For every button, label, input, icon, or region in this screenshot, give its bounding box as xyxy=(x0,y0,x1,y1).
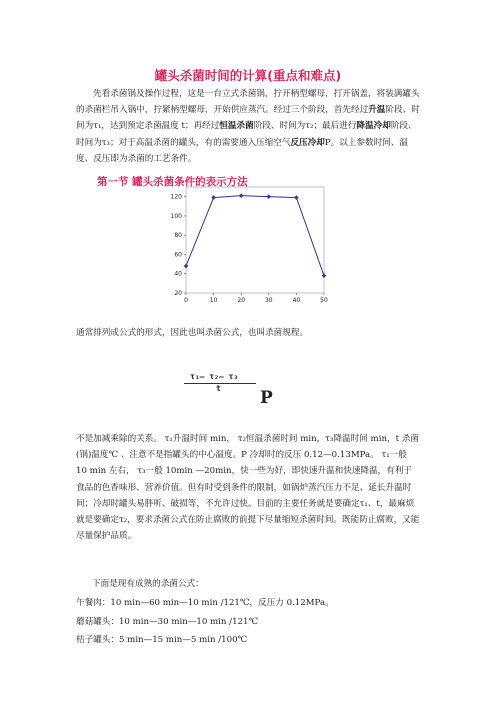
formula-intro: 通常排列成公式的形式，因此也叫杀菌公式，也叫杀菌规程。 xyxy=(76,328,309,338)
section-title: 第一节 罐头杀菌条件的表示方法 xyxy=(97,176,248,188)
example-item: 蘑菇罐头：10 min—30 min—10 min /121℃ xyxy=(76,617,259,627)
plot-frame xyxy=(186,187,324,293)
x-tick-label: 20 xyxy=(237,297,246,304)
data-point xyxy=(294,195,299,200)
data-point xyxy=(322,273,327,278)
body-paragraph: 不是加减乘除的关系。 τ₁升温时间 min， τ₂恒温杀菌时间 min，τ₃降温时间 min，t 杀菌(锅)温度℃ 、注意不是指罐头的中心温度。P 冷却时的反压 0.12—0.13MPa。 τ₁一般 10 min 左右， τ₃一般 10min —20min，快一些为好，即快速升温和快速降温，有利于食品的色香味形、营养价值。但有时受到条件的限制，如锅炉蒸汽压力不足、延长升温时间；冷却时罐头易胖听、破损等，不允许过快。目前的主要任务就是要确定τ₁、t，最麻烦就是要确定τ₂，要求杀菌公式在防止腐败的前提下尽量缩短杀菌时间。既能防止腐败，又能尽量保护品质。 xyxy=(76,434,420,542)
data-point xyxy=(184,264,189,269)
series-line xyxy=(186,196,324,276)
data-point xyxy=(239,193,244,198)
y-tick-label: 40 xyxy=(174,270,182,278)
data-point xyxy=(211,195,216,200)
intro-paragraph: 先看杀菌锅及操作过程，这是一台立式杀菌锅，拧开柄型螺母，打开锅盖，将装满罐头的杀菌栏吊入锅中，拧紧柄型螺母，开始供应蒸汽。经过三个阶段，首先经过升温阶段、时间为τ₁，达到预定杀菌温度 t；再经过恒温杀菌阶段、时间为τ₂；最后进行降温冷却阶段、时间为τ₃；对于高温杀菌的罐头，有的需要通入压缩空气反压冷却P。以上参数时间、温度、反压即为杀菌的工艺条件。 xyxy=(76,89,420,164)
x-tick-label: 30 xyxy=(264,297,273,304)
page-title: 罐头杀菌时间的计算(重点和难点) xyxy=(154,68,342,83)
formula-pressure: P xyxy=(260,388,273,408)
examples-intro: 下面是现有成熟的杀菌公式： xyxy=(92,579,204,589)
x-tick-label: 0 xyxy=(184,297,188,304)
formula-numerator: τ₁— τ₂— τ₃ xyxy=(190,372,239,381)
y-tick-label: 100 xyxy=(170,212,182,220)
x-tick-label: 50 xyxy=(320,297,328,304)
y-tick-label: 60 xyxy=(174,251,182,259)
y-tick-label: 20 xyxy=(174,290,182,297)
sterilization-chart xyxy=(170,182,340,307)
example-item: 午餐肉：10 min—60 min—10 min /121℃，反压力 0.12MPa。 xyxy=(76,598,334,608)
x-tick-label: 40 xyxy=(292,297,301,304)
formula-denominator: t xyxy=(216,384,221,393)
data-point xyxy=(267,194,272,199)
y-tick-label: 80 xyxy=(174,232,182,240)
x-tick-label: 10 xyxy=(209,297,218,304)
y-tick-label: 120 xyxy=(170,193,182,201)
example-item: 桔子罐头：5 min—15 min—5 min /100℃ xyxy=(76,635,248,645)
